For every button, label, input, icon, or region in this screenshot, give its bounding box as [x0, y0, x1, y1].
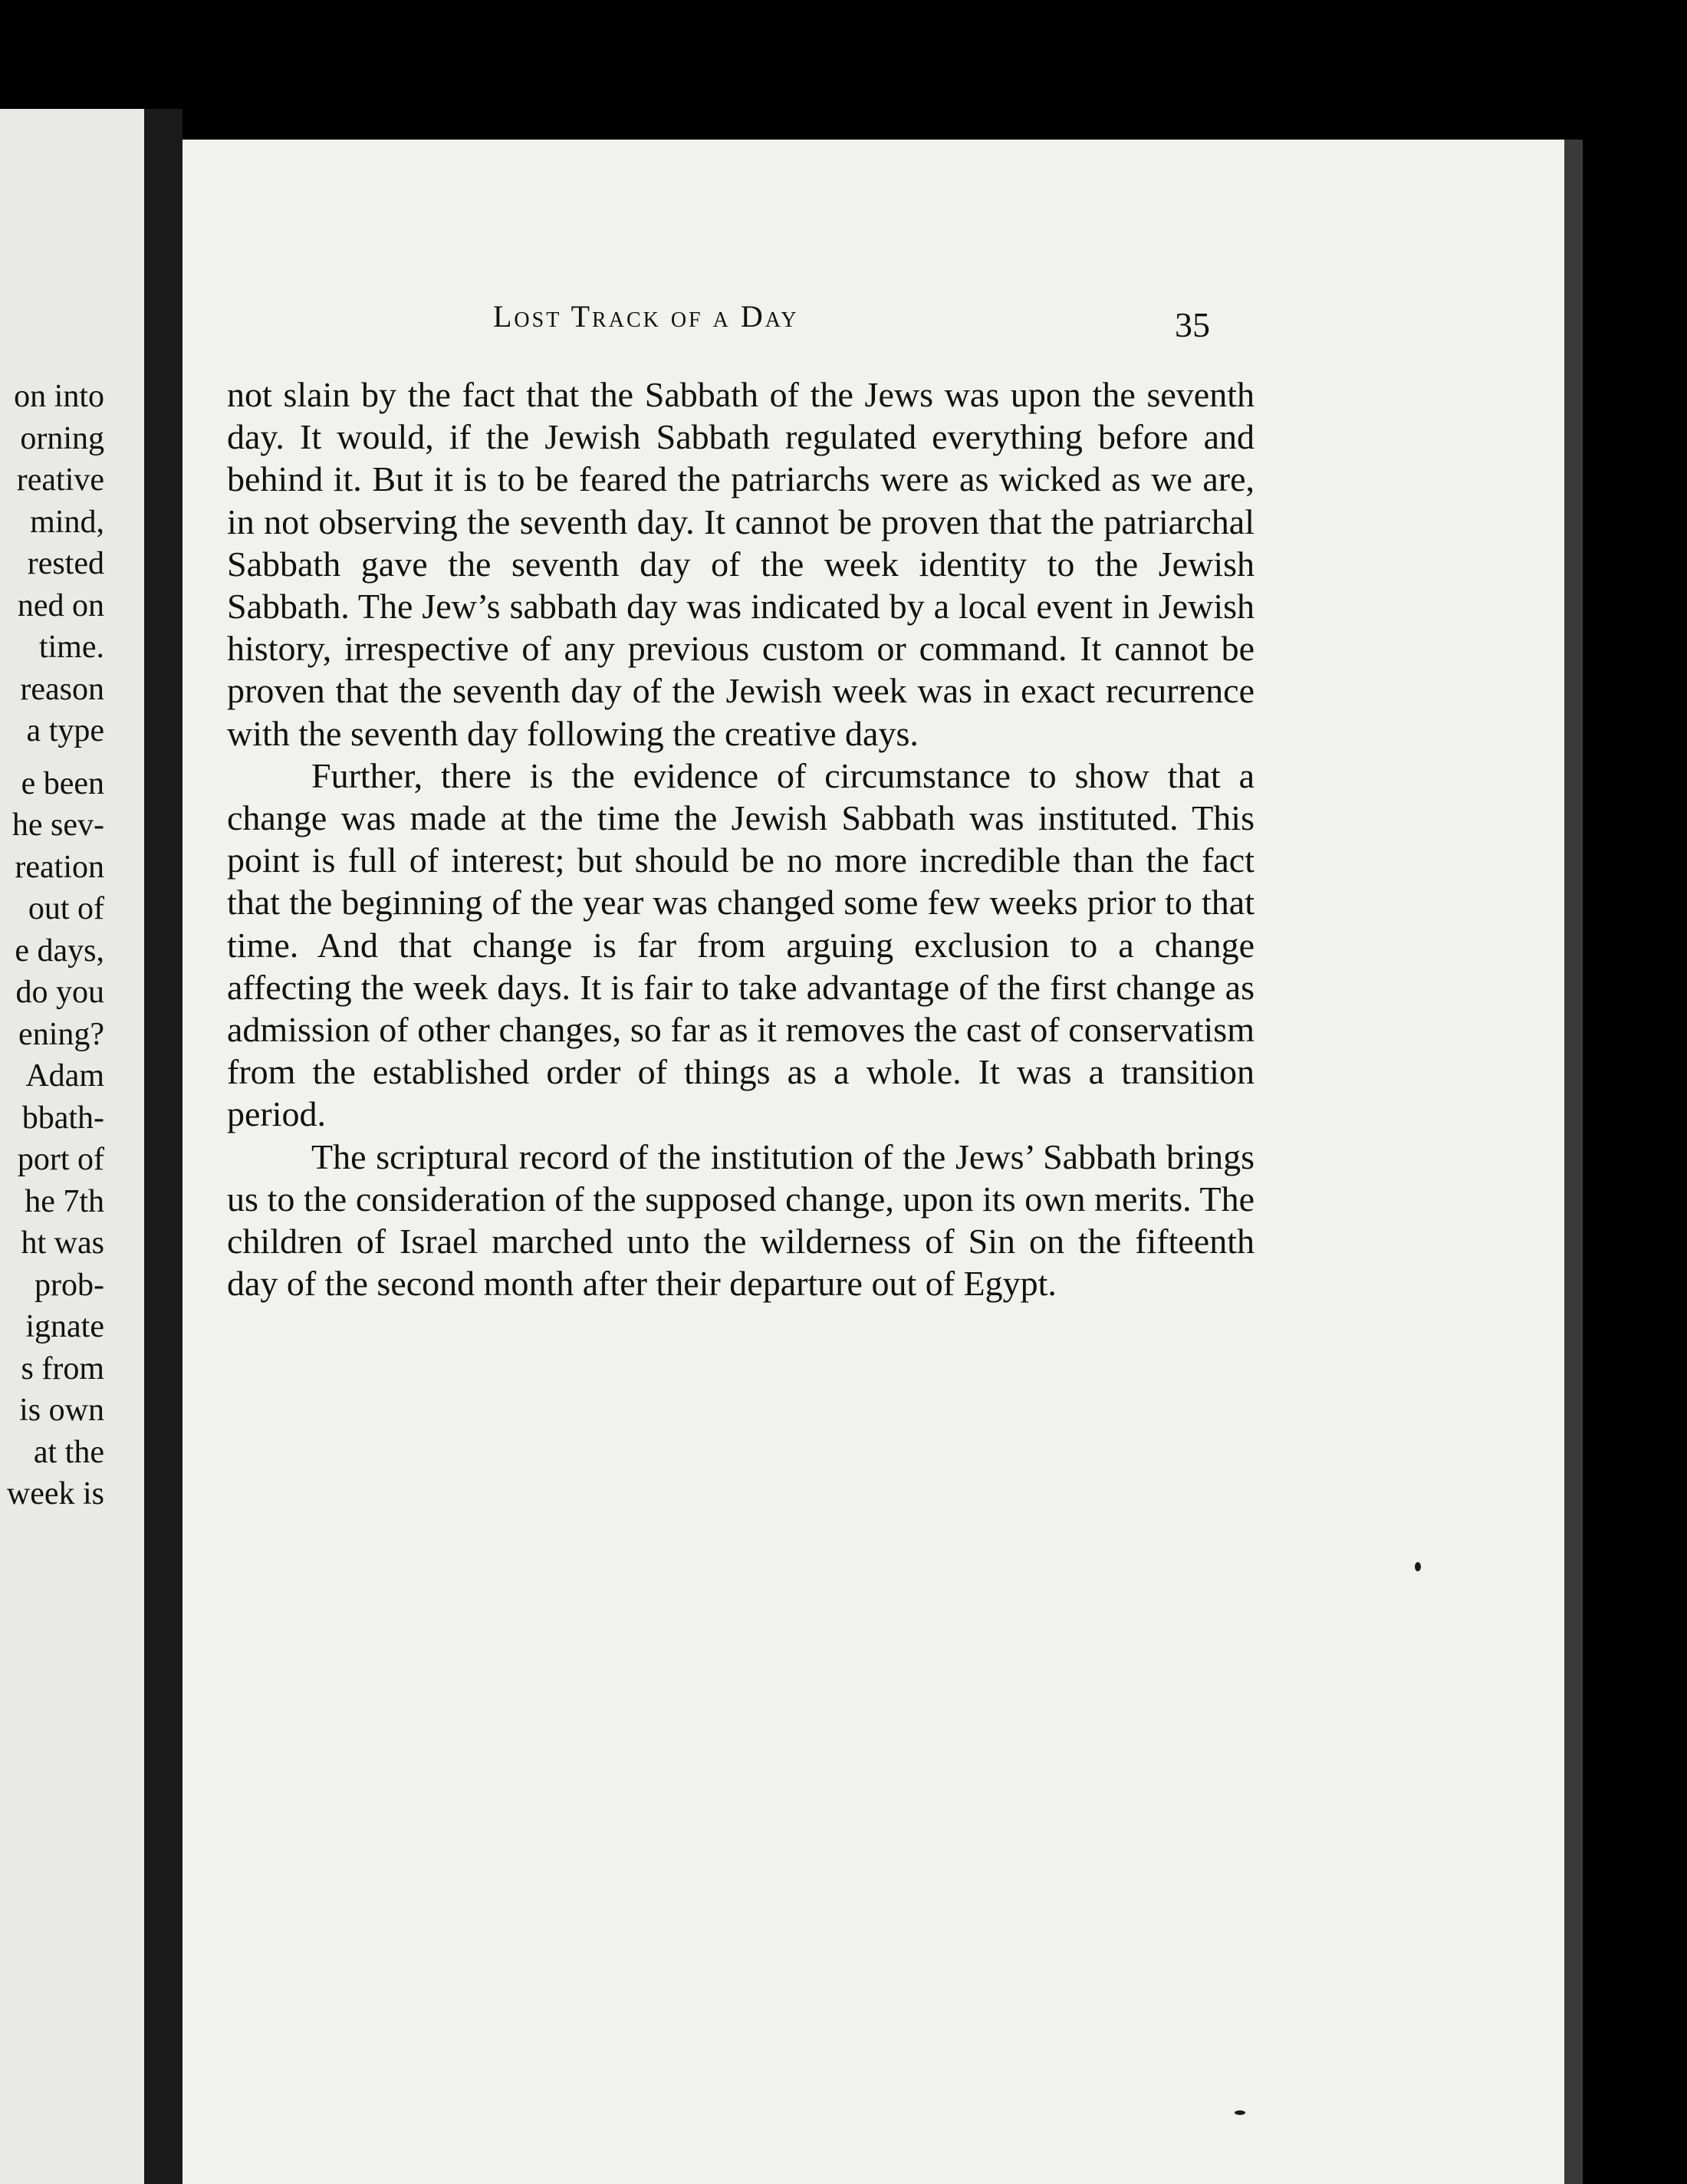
previous-page-fragment	[0, 109, 144, 2184]
previous-page-line: Adam	[25, 1058, 104, 1094]
previous-page-line: reason	[20, 671, 104, 707]
previous-page-line: e been	[21, 765, 104, 801]
previous-page-line: ignate	[25, 1309, 104, 1344]
page-edge	[1564, 140, 1583, 2184]
previous-page-line-endings	[7, 376, 104, 1515]
previous-page-line: ht was	[21, 1225, 104, 1261]
previous-page-line: do you	[15, 975, 104, 1010]
previous-page-line: s from	[21, 1350, 104, 1386]
previous-page-line: is own	[19, 1393, 104, 1428]
previous-page-line: reation	[15, 849, 104, 885]
previous-page-line: reative	[16, 462, 104, 498]
ink-speck	[1415, 1562, 1421, 1571]
previous-page-line: orning	[20, 420, 104, 456]
paragraph: The scriptural record of the institution of the Jews’ Sabbath brings us to the consideration of the supposed change, upon its own merits. The children of Israel marched unto the wilderness of Sin on the fifteenth day of the second month after their departure out of Egypt.	[227, 1136, 1255, 1304]
book-gutter	[144, 109, 183, 2184]
previous-page-line: at the	[33, 1434, 104, 1470]
previous-page-line: he sev-	[12, 807, 104, 843]
paragraph-continued: not slain by the fact that the Sabbath of the Jews was upon the seventh day. It would, if the Jewish Sabbath regulated everything before and behind it. But it is to be feared the patriarchs were as wicked as we are, in not observing the seventh day. It cannot be proven that the patriarchal Sabbath gave the seventh day of the week identity to the Jewish Sabbath. The Jew’s sabbath day was indicated by a local event in Jewish history, irrespective of any previous custom or command. It cannot be proven that the seventh day of the Jewish week was in exact recurrence with the seventh day following the creative days.	[227, 375, 1255, 753]
running-head: Lost Track of a Day	[493, 299, 799, 334]
previous-page-line: mind,	[30, 504, 104, 540]
book-page	[183, 140, 1564, 2184]
previous-page-line: time.	[38, 630, 104, 665]
previous-page-line: prob-	[35, 1267, 104, 1303]
previous-page-line: port of	[17, 1142, 104, 1177]
page-number: 35	[1175, 305, 1210, 344]
previous-page-line: he 7th	[25, 1183, 104, 1219]
previous-page-line: ned on	[17, 587, 104, 623]
previous-page-line: bbath-	[21, 1100, 104, 1136]
previous-page-line: out of	[28, 891, 104, 926]
previous-page-line: e days,	[15, 932, 104, 969]
body-text	[227, 373, 1255, 1304]
previous-page-line: rested	[27, 546, 104, 581]
page-header	[183, 297, 1564, 358]
previous-page-line: on into	[14, 379, 104, 414]
previous-page-line: ening?	[18, 1016, 104, 1052]
ink-speck	[1235, 2110, 1245, 2115]
paragraph: Further, there is the evidence of circumstance to show that a change was made at the time the Jewish Sabbath was instituted. This point is full of interest; but should be no more incredible than the fact that the beginning of the year was changed some few weeks prior to that time. And that change is far from arguing exclusion to a change affecting the week days. It is fair to take advantage of the first change as admission of other changes, so far as it removes the cast of conservatism from the established order of things as a whole. It was a transition period.	[227, 755, 1255, 1134]
previous-page-line: a type	[26, 713, 104, 748]
previous-page-line: week is	[6, 1476, 104, 1511]
